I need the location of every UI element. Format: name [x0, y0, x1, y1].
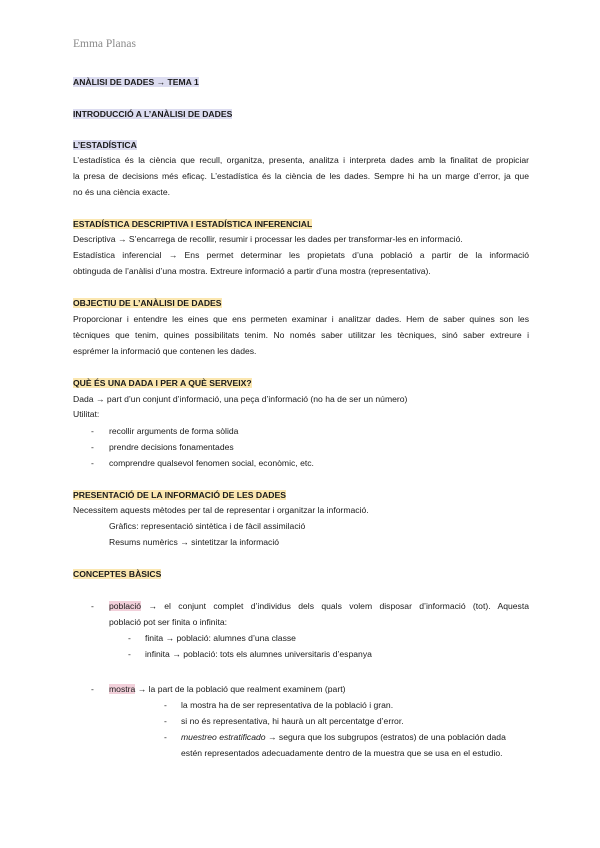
poblacio-definition: → el conjunt complet d’individus dels quals volem disposar d’informació (tot). Aquesta: [141, 601, 529, 611]
presentacio-item-2: Resums numèrics → sintetitzar la informació: [109, 537, 280, 547]
descriptiva-heading-text: ESTADÍSTICA DESCRIPTIVA I ESTADÍSTICA INFERENCIAL: [73, 219, 313, 229]
estadistica-line-1: L’estadística és la ciència que recull, organitza, presenta, analitza i interpreta dades amb la finalitat de propiciar: [73, 155, 529, 165]
intro-heading: [73, 108, 232, 120]
dada-definition: Dada → part d’un conjunt d’informació, una peça d’informació (no ha de ser un número): [73, 394, 408, 404]
utilitat-item-3: comprendre qualsevol fenomen social, econòmic, etc.: [109, 458, 314, 468]
estratificado-line-1: [181, 731, 506, 743]
presentacio-heading-text: PRESENTACIÓ DE LA INFORMACIÓ DE LES DADES: [73, 490, 286, 500]
presentacio-item-1: Gràfics: representació sintètica i de fàcil assimilació: [109, 521, 306, 531]
mostra-subitem-2: si no és representativa, hi haurà un alt percentatge d’error.: [181, 716, 404, 726]
objectiu-heading-text: OBJECTIU DE L’ANÀLISI DE DADES: [73, 298, 222, 308]
poblacio-line-1: [109, 600, 529, 612]
document-title: [73, 76, 199, 88]
list-dash: -: [91, 684, 94, 694]
presentacio-heading: [73, 489, 286, 501]
utilitat-item-2: prendre decisions fonamentades: [109, 442, 234, 452]
document-title-text: ANÀLISI DE DADES → TEMA 1: [73, 77, 199, 87]
descriptiva-heading: [73, 218, 312, 230]
list-dash: -: [91, 426, 94, 436]
list-dash: -: [164, 700, 167, 710]
estratificado-definition: → segura que los subgrupos (estratos) de una población dada: [265, 732, 506, 742]
descriptiva-line-1: Descriptiva → S’encarrega de recollir, resumir i processar les dades per transformar-les en informació.: [73, 234, 463, 244]
list-dash: -: [91, 601, 94, 611]
list-dash: -: [91, 458, 94, 468]
estadistica-heading: [73, 139, 137, 151]
poblacio-subitem-2: infinita → població: tots els alumnes universitaris d’espanya: [145, 649, 372, 659]
objectiu-heading: [73, 297, 222, 309]
estratificado-line-2: estén representados adecuadamente dentro de la muestra que se usa en el estudio.: [181, 748, 503, 758]
poblacio-line-2: població pot ser finita o infinita:: [109, 617, 227, 627]
dada-heading-text: QUÈ ÉS UNA DADA I PER A QUÈ SERVEIX?: [73, 378, 252, 388]
list-dash: -: [128, 649, 131, 659]
descriptiva-line-2: Estadística inferencial → Ens permet determinar les propietats d’una població a partir de la informació: [73, 250, 529, 260]
utilitat-item-1: recollir arguments de forma sòlida: [109, 426, 239, 436]
objectiu-line-2: tècniques que tenim, quines possibilitats tenim. No només saber utilitzar les tècniques, sinó saber extreure i: [73, 330, 529, 340]
list-dash: -: [164, 732, 167, 742]
conceptes-heading: [73, 568, 161, 580]
estadistica-heading-text: L’ESTADÍSTICA: [73, 140, 137, 150]
conceptes-heading-text: CONCEPTES BÀSICS: [73, 569, 162, 579]
estadistica-line-2: la presa de decisions més eficaç. L’estadística és la ciència de les dades. Sempre hi ha un marge d’error, ja que: [73, 171, 529, 181]
intro-heading-text: INTRODUCCIÓ A L’ANÀLISI DE DADES: [73, 109, 233, 119]
objectiu-line-1: Proporcionar i entendre les eines que ens permeten examinar i analitzar dades. Hem de saber quines son les: [73, 314, 529, 324]
list-dash: -: [128, 633, 131, 643]
estadistica-line-3: no és una ciència exacte.: [73, 187, 170, 197]
list-dash: -: [91, 442, 94, 452]
mostra-term: mostra: [109, 684, 136, 694]
presentacio-intro: Necessitem aquests mètodes per tal de representar i organitzar la informació.: [73, 505, 369, 515]
objectiu-line-3: esprémer la informació que contenen les dades.: [73, 346, 257, 356]
author-name: Emma Planas: [73, 38, 136, 50]
poblacio-term: població: [109, 601, 142, 611]
estratificado-term: muestreo estratificado: [181, 732, 266, 742]
poblacio-subitem-1: finita → població: alumnes d’una classe: [145, 633, 296, 643]
dada-heading: [73, 377, 252, 389]
descriptiva-line-3: obtinguda de l’anàlisi d’una mostra. Extreure informació a partir d’una mostra (representativa).: [73, 266, 431, 276]
utilitat-label: Utilitat:: [73, 409, 100, 419]
mostra-subitem-1: la mostra ha de ser representativa de la població i gran.: [181, 700, 394, 710]
mostra-line-1: [109, 683, 345, 695]
list-dash: -: [164, 716, 167, 726]
mostra-definition: → la part de la població que realment examinem (part): [135, 684, 346, 694]
